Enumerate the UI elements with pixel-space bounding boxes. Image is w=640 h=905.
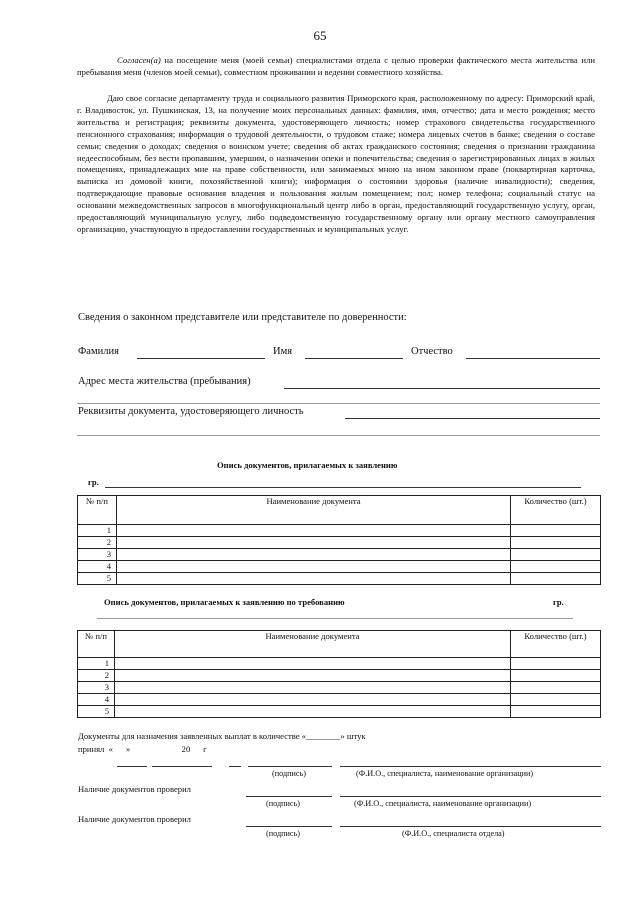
document-name-cell[interactable] (117, 573, 511, 585)
row-number: 2 (78, 537, 117, 549)
document-name-cell[interactable] (117, 525, 511, 537)
quantity-cell[interactable] (511, 670, 601, 682)
row-number: 2 (78, 670, 115, 682)
row-number: 4 (78, 561, 117, 573)
documents-checked-label-2: Наличие документов проверил (78, 814, 191, 824)
quantity-cell[interactable] (511, 537, 601, 549)
quantity-cell[interactable] (511, 525, 601, 537)
consent-agree-word: Согласен(а) (117, 55, 161, 65)
inventory-on-request-table-header (78, 631, 601, 658)
address-label: Адрес места жительства (пребывания) (78, 376, 251, 387)
consent-visit-text: на посещение меня (моей семьи) специалистами отдела с целью проверки фактического места жительства или пребывания меня (членов моей семьи), совместном проживании и ведении совместного хозяйства. (77, 55, 595, 77)
table-row (78, 670, 601, 682)
document-name-cell[interactable] (115, 670, 511, 682)
signature-caption: (подпись) (266, 799, 300, 808)
name-label: Имя (273, 346, 293, 357)
table-row (78, 706, 601, 718)
id-document-extra-line[interactable] (77, 435, 600, 436)
inventory-title: Опись документов, прилагаемых к заявлению (217, 460, 398, 470)
inventory-on-request-citizen-field[interactable] (97, 618, 573, 619)
row-number: 1 (78, 658, 115, 670)
table-row (78, 682, 601, 694)
address-field[interactable] (284, 388, 600, 389)
inventory-citizen-field[interactable] (105, 487, 581, 488)
inventory-table (77, 495, 601, 585)
surname-field[interactable] (137, 358, 265, 359)
consent-paragraph-visit (77, 55, 595, 79)
row-number: 3 (78, 549, 117, 561)
row-number: 5 (78, 573, 117, 585)
quantity-cell[interactable] (511, 561, 601, 573)
patronymic-field[interactable] (466, 358, 600, 359)
table-row (78, 525, 601, 537)
inventory-citizen-label: гр. (88, 477, 99, 487)
document-name-cell[interactable] (115, 658, 511, 670)
row-number: 3 (78, 682, 115, 694)
document-name-cell[interactable] (117, 561, 511, 573)
documents-checked-label: Наличие документов проверил (78, 784, 191, 794)
address-extra-line[interactable] (77, 403, 600, 404)
row-number: 5 (78, 706, 115, 718)
col-number-header: № п/п (78, 496, 117, 525)
table-row (78, 549, 601, 561)
accepted-signature-field[interactable] (248, 766, 332, 767)
inventory-table-header (78, 496, 601, 525)
quantity-cell[interactable] (511, 573, 601, 585)
checked-signature-field-2[interactable] (246, 826, 332, 827)
surname-label: Фамилия (78, 346, 119, 357)
id-document-label: Реквизиты документа, удостоверяющего личность (78, 406, 304, 417)
fio-dept-caption: (Ф.И.О., специалиста отдела) (402, 829, 505, 838)
id-document-field[interactable] (345, 418, 600, 419)
representative-heading: Сведения о законном представителе или представителе по доверенности: (78, 312, 407, 323)
document-name-cell[interactable] (115, 682, 511, 694)
quantity-cell[interactable] (511, 682, 601, 694)
table-row (78, 658, 601, 670)
checked-fio-field[interactable] (340, 796, 601, 797)
col-document-name-header: Наименование документа (115, 631, 511, 658)
inventory-on-request-title: Опись документов, прилагаемых к заявлению по требованию (104, 597, 345, 607)
fio-org-caption: (Ф.И.О., специалиста, наименование организации) (354, 799, 532, 808)
document-name-cell[interactable] (117, 549, 511, 561)
quantity-cell[interactable] (511, 658, 601, 670)
quantity-cell[interactable] (511, 694, 601, 706)
document-name-cell[interactable] (117, 537, 511, 549)
row-number: 4 (78, 694, 115, 706)
date-year-field[interactable] (229, 766, 241, 767)
accepted-date-line: принял « » 20 г (78, 744, 207, 754)
documents-count-line: Документы для назначения заявленных выплат в количестве «________» штук (78, 731, 366, 741)
name-field[interactable] (305, 358, 403, 359)
signature-caption: (подпись) (272, 769, 306, 778)
table-row (78, 573, 601, 585)
row-number: 1 (78, 525, 117, 537)
document-name-cell[interactable] (115, 706, 511, 718)
quantity-cell[interactable] (511, 549, 601, 561)
date-day-field[interactable] (117, 766, 147, 767)
col-document-name-header: Наименование документа (117, 496, 511, 525)
fio-org-caption: (Ф.И.О., специалиста, наименование организации) (356, 769, 534, 778)
col-quantity-header: Количество (шт.) (511, 631, 601, 658)
date-month-field[interactable] (152, 766, 212, 767)
checked-signature-field[interactable] (246, 796, 332, 797)
table-row (78, 537, 601, 549)
col-number-header: № п/п (78, 631, 115, 658)
document-name-cell[interactable] (115, 694, 511, 706)
inventory-on-request-table (77, 630, 601, 718)
consent-paragraph-personal-data: Даю свое согласие департаменту труда и социального развития Приморского края, расположенному по адресу: Приморский край, г. Владивосток, ул. Пушкинская, 13, на получение моих персональных данных: фамилия, имя, отчество; дата и место рождения; место жительства и регистрация; реквизиты документа, удостоверяющего личность; номер страхового свидетельства государственного пенсионного страхования; информация о трудовой деятельности, о трудовом стаже; номера лицевых счетов в банке; сведения о составе семьи; сведения о доходах; сведения о воинском учете; сведения об актах гражданского состояния; сведения о признании гражданина недееспособным, без вести пропавшим, умершим, о назначении опеки и попечительства; сведения о зарегистрированных лицах в жилых помещениях, принадлежащих мне на праве собственности, или занимаемых мною на ином законном праве (поквартирная карточка, выписка из домовой книги, похозяйственной книги); информация о состоянии здоровья (наличие инвалидности); сведения, подтверждающие правовые основания владения и пользования жилым помещением; пол; номер телефона; социальный статус на основании межведомственных запросов в многофункциональный центр либо в орган, предоставляющий государственную услугу, орган, предоставляющий муниципальную услугу, либо подведомственную государственному органу или органу местного самоуправления организацию, участвующую в предоставлении государственных и муниципальных услуг. (77, 93, 595, 234)
accepted-fio-field[interactable] (340, 766, 601, 767)
checked-fio-field-2[interactable] (340, 826, 601, 827)
patronymic-label: Отчество (411, 346, 453, 357)
col-quantity-header: Количество (шт.) (511, 496, 601, 525)
quantity-cell[interactable] (511, 706, 601, 718)
page-number: 65 (313, 28, 327, 43)
signature-caption: (подпись) (266, 829, 300, 838)
inventory-on-request-citizen-label: гр. (553, 597, 564, 607)
table-row (78, 561, 601, 573)
table-row (78, 694, 601, 706)
